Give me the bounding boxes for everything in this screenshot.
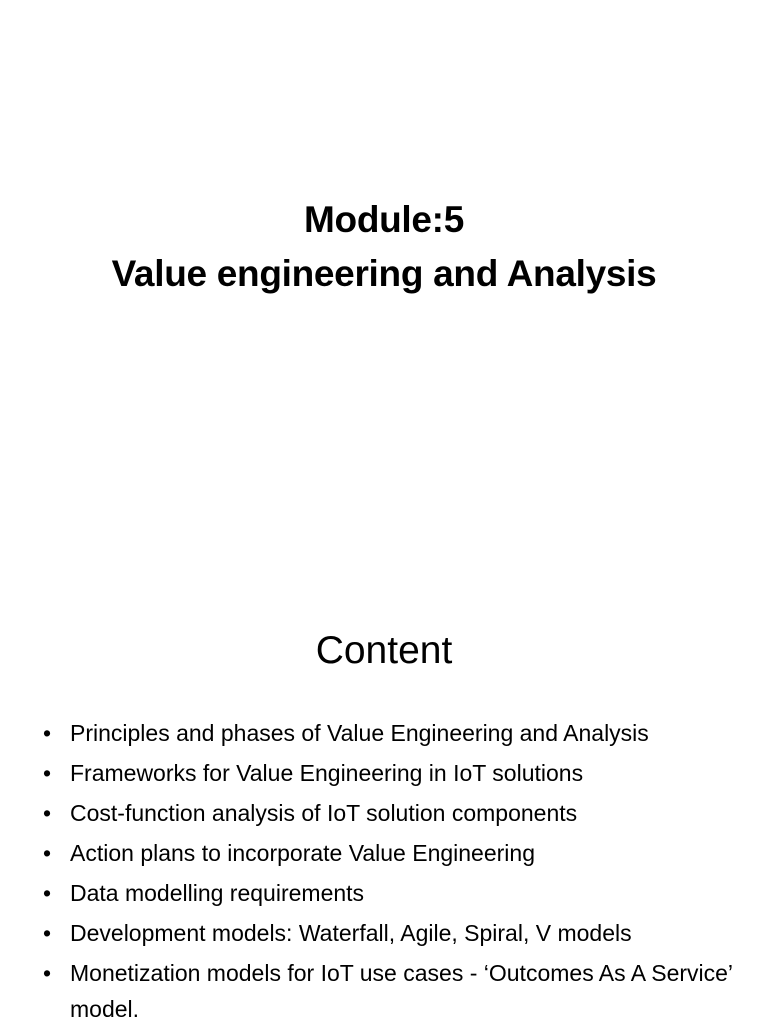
content-bullet-list (42, 715, 742, 1031)
bullet-item-cost-function (42, 795, 742, 831)
slide-title (0, 193, 768, 301)
bullet-item-data-modelling (42, 875, 742, 911)
bullet-icon: • (43, 720, 52, 746)
bullet-text: Development models: Waterfall, Agile, Spiral, V models (70, 920, 632, 946)
bullet-icon: • (43, 920, 52, 946)
bullet-item-principles (42, 715, 742, 751)
bullet-icon: • (43, 840, 52, 866)
bullet-text: Monetization models for IoT use cases - ‘Outcomes As A Service’ model. (70, 960, 733, 1022)
bullet-text: Principles and phases of Value Engineering and Analysis (70, 720, 649, 746)
bullet-text: Action plans to incorporate Value Engineering (70, 840, 535, 866)
bullet-item-frameworks (42, 755, 742, 791)
bullet-item-action-plans (42, 835, 742, 871)
title-line-module: Module:5 (304, 199, 464, 240)
bullet-text: Frameworks for Value Engineering in IoT solutions (70, 760, 584, 786)
bullet-text: Data modelling requirements (70, 880, 365, 906)
bullet-icon: • (43, 800, 52, 826)
bullet-text: Cost-function analysis of IoT solution components (70, 800, 578, 826)
title-line-subject: Value engineering and Analysis (111, 253, 657, 294)
bullet-item-monetization (42, 955, 742, 1027)
bullet-icon: • (43, 760, 52, 786)
bullet-item-development-models (42, 915, 742, 951)
bullet-icon: • (43, 960, 52, 986)
bullet-icon: • (43, 880, 52, 906)
content-heading: Content (315, 629, 453, 672)
